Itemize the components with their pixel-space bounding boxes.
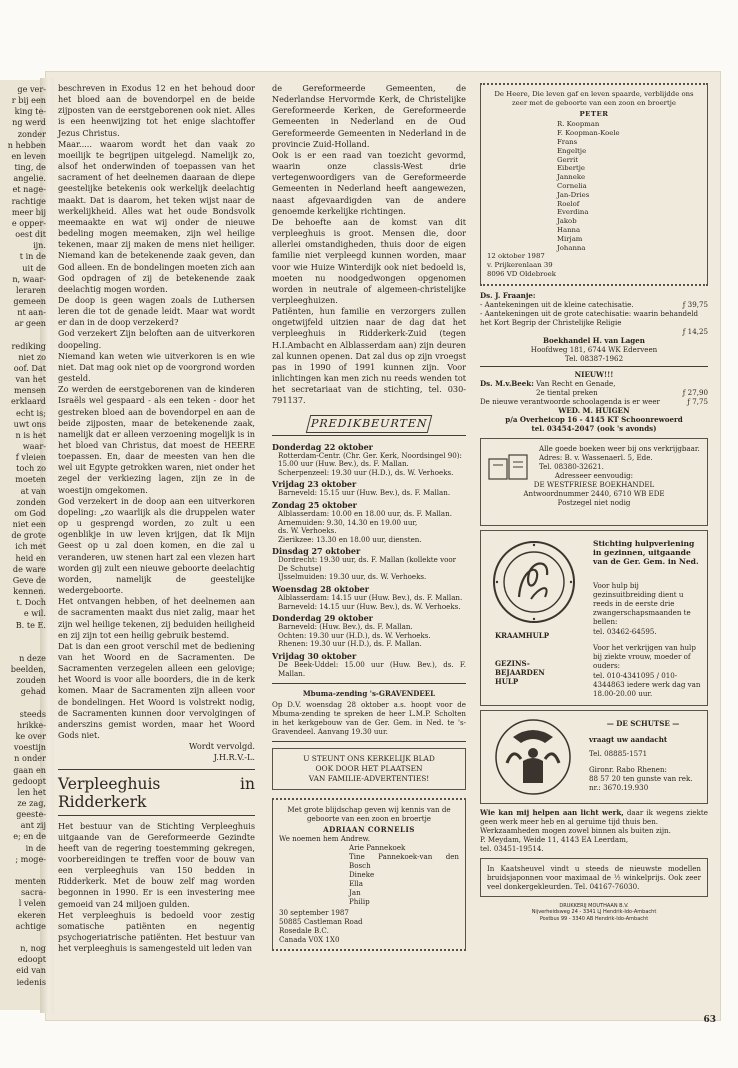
peter-family-member: Engeltje: [557, 146, 587, 155]
facing-page-line: hrikke-: [16, 719, 46, 730]
peter-family-member: Cornelia: [557, 181, 587, 190]
peter-family-member: Roelof: [557, 199, 580, 208]
facing-page-line: e opper-: [11, 217, 46, 228]
schutse-rek: 88 57 20 ten gunste van rek. nr.: 3670.19.930: [589, 773, 693, 792]
facing-page-line: achtige: [15, 920, 46, 931]
schutse-logo-icon: [493, 717, 573, 797]
predikbeurt-entry: [272, 500, 466, 544]
adriaan-noemen: We noemen hem Andrew.: [279, 834, 371, 844]
facing-page-line: moeten: [15, 474, 46, 485]
facing-page-line: leraren: [15, 284, 46, 295]
hulp-title: Stichting hulpverlening in gezinnen, uitgaande van de Ger. Gem. in Ned.: [593, 538, 699, 566]
predikbeurten-title: PREDIKBEURTEN: [306, 415, 432, 433]
facing-page-line: t. Doch: [16, 597, 46, 608]
adriaan-family: [279, 843, 459, 906]
page-number: 63: [703, 1015, 716, 1025]
westfriese-ad: [480, 438, 708, 526]
predikbeurt-day: Dinsdag 27 oktober: [272, 546, 361, 557]
fraanje-price: ƒ 14,25: [682, 326, 708, 336]
predikbeurt-entry: [272, 479, 466, 498]
predikbeurt-line: ds. W. Verhoeks.: [278, 526, 337, 536]
facing-page-line: len het: [17, 786, 46, 797]
adriaan-family-member: Philip: [349, 897, 370, 907]
facing-page-line: uit de: [22, 262, 46, 273]
hulp-label: HULP: [495, 676, 519, 686]
facing-page-line: ekeren: [17, 909, 46, 920]
steun-line: VAN FAMILIE-ADVERTENTIES!: [308, 774, 430, 784]
agenda-text: De nieuwe verantwoorde schoolagenda is er weer: [480, 396, 660, 406]
facing-page-line: ich met: [15, 541, 46, 552]
adriaan-address-line: Canada V0X 1X0: [279, 935, 340, 945]
beek-title: Van Recht en Genade,: [536, 378, 616, 388]
section-rule: [58, 815, 255, 816]
steun-line: OOK DOOR HET PLAATSEN: [315, 764, 423, 774]
doop-paragraph: Zo werden de eerstgeborenen van de kinderen Israëls wel gespaard - als een teken - door het gestreken bloed aan de bovendorpel en aan de beide zijposten, maar de betekenende zaak, namelijk dat er alleen verzoening mogelijk is in het bloed van Christus, dat moest de HEERE toepassen. En, daar de meesten van hen die wel uit Egypte getrokken waren, niet onder het zegel der verkiezing lagen, zijn ze in de woestijn omgekomen.: [58, 384, 255, 495]
facing-page-line: voestijn: [13, 742, 46, 753]
predikbeurt-line: De Beek-Uddel: 15.00 uur (Huw. Bev.), ds. F. Mallan.: [278, 660, 466, 678]
peter-birth-ad: [480, 83, 708, 286]
westfriese-antwoord: Antwoordnummer 2440, 6710 WB EDE: [523, 488, 665, 498]
facing-page-line: rediking: [11, 340, 46, 351]
steun-box: [272, 748, 466, 790]
peter-family-member: Mirjam: [557, 234, 583, 243]
peter-family-member: Jan-Dries: [557, 190, 590, 199]
peter-family-member: Janneke: [557, 173, 586, 182]
peter-family-member: R. Koopman: [557, 120, 600, 129]
facing-page-line: geeste-: [16, 809, 46, 820]
doop-paragraph: God verzekert Zijn beloften aan de uitverkoren doopeling.: [58, 328, 255, 350]
facing-page-line: mensen: [14, 385, 46, 396]
agenda-price: ƒ 7,75: [687, 396, 708, 406]
adriaan-birth-ad: [272, 798, 466, 951]
facing-page-line: t in de: [19, 251, 46, 262]
facing-page-line: niet een: [12, 519, 46, 530]
facing-page-line: f vleien: [15, 452, 46, 463]
facing-page-line: menten: [14, 876, 46, 887]
facing-page-line: heid en: [15, 552, 46, 563]
predikbeurt-line: Dordrecht: 19.30 uur, ds. F. Mallan (kollekte voor: [278, 555, 457, 565]
facing-page-line: r bij een: [11, 95, 46, 106]
lagen-name: Boekhandel H. van Lagen: [543, 335, 645, 345]
predikbeurt-line: IJsselmuiden: 19.30 uur, ds. W. Verhoeks.: [278, 572, 427, 582]
adriaan-family-member: Tine Pannekoek-van den Bosch: [349, 852, 459, 871]
facing-page-line: [0, 642, 46, 653]
facing-page-line: [0, 631, 46, 642]
beek-name: Ds. M.v.Beek:: [480, 378, 534, 388]
peter-family-member: Gerrit: [557, 155, 579, 164]
facing-page-line: [0, 698, 46, 709]
predikbeurt-line: Barneveld: 15.15 uur (Huw. Bev.), ds. F. Mallan.: [278, 488, 451, 498]
facing-page-line: waar-: [22, 441, 46, 451]
facing-page-line: steeds: [19, 708, 46, 719]
printer-line: DRUKKERIJ MOUTHAAN B.V.: [559, 902, 629, 909]
licht-headline: Wie kan mij helpen aan licht werk,: [480, 807, 624, 817]
adriaan-intro: Met grote blijdschap geven wij kennis van de geboorte van een zoon en broertje: [287, 805, 451, 824]
ridderkerk-paragraph: De behoefte aan de komst van dit verpleeghuis is groot. Mensen die, door allerlei omstandigheden, thuis door de eigen familie niet verpleegd kunnen worden, maar voor wie Huize Winterdijk ook niet bedoeld is, moeten nu noodgedwongen opgenomen worden in neutrale of algemeen-christelijke verpleeghuizen.: [272, 216, 466, 305]
facing-page-line: beelden,: [10, 664, 46, 675]
kaatsheuvel-ad: [480, 858, 708, 897]
facing-page-line: de ware: [12, 563, 46, 574]
column-c: [480, 83, 708, 922]
facing-page-line: ze zag,: [17, 798, 46, 808]
fraanje-ad: [480, 291, 708, 363]
adriaan-family-member: Jan: [349, 888, 361, 898]
facing-page-line: l velen: [18, 898, 46, 909]
peter-family-member: Eibertje: [557, 164, 585, 173]
facing-page-line: eid van: [16, 965, 46, 976]
peter-family-member: Everdina: [557, 208, 589, 217]
fraanje-price: ƒ 39,75: [682, 299, 708, 309]
facing-page-line: king te-: [14, 106, 46, 117]
facing-page-line: niet zo: [18, 351, 46, 362]
facing-page-line: gemeen: [13, 295, 46, 306]
predikbeurt-line: Scherpenzeel: 19.30 uur (H.D.), ds. W. Verhoeks.: [278, 467, 454, 477]
licht-address: P. Meydam, Weide 11, 4143 EA Leerdam,: [480, 834, 629, 844]
predikbeurt-line: Rotterdam-Centr. (Chr. Ger. Kerk, Noordsingel 90):: [278, 450, 462, 460]
column-b: [272, 83, 466, 951]
gezins-label: GEZINS-: [495, 658, 530, 668]
peter-address: [487, 252, 701, 278]
facing-page-line: erklaard: [11, 396, 46, 407]
ridderkerk-title: Verpleeghuis in Ridderkerk: [58, 774, 255, 811]
mbuma-text: Op D.V. woensdag 28 oktober a.s. hoopt voor de Mbuma-zending te spreken de heer L.M.P. Scholten in het kerkgebouw van de Ger. Gem. in Ned. te 's-Gravendeel. Aanvang 19.30 uur.: [272, 700, 466, 737]
ridderkerk-paragraph: Patiënten, hun familie en verzorgers zullen ongetwijfeld uitzien naar de dag dat het verpleeghuis in Ridderkerk-Zuid (tegen H.I.Ambacht en Alblasserdam aan) zijn deuren zal kunnen openen. Dat zal dus op zijn vroegst pas in 1990 of 1991 kunnen zijn. Voor inlichtingen kan men zich nu reeds wenden tot het secretariaat van de stichting, tel. 030-791137.: [272, 306, 466, 406]
facing-page-line: in de: [25, 842, 46, 853]
predikbeurt-day: Vrijdag 23 oktober: [272, 479, 357, 490]
bejaarden-label: BEJAARDEN: [495, 667, 545, 677]
adriaan-address-line: 50885 Castleman Road: [279, 917, 363, 927]
predikbeurt-day: Donderdag 29 oktober: [272, 613, 373, 624]
facing-page-line: meer bij: [11, 206, 46, 217]
facing-page-line: gedoopt: [12, 775, 46, 786]
peter-address-line: 12 oktober 1987: [487, 252, 545, 261]
facing-page-line: ar geen: [14, 318, 46, 329]
book-icon: [487, 445, 531, 481]
facing-page-line: ge ver-: [17, 84, 46, 94]
facing-page-line: n, nog: [20, 943, 46, 954]
facing-page-line: n, waar-: [12, 273, 46, 284]
gezins-tel: tel. 010-4341095 / 010-4344863 iedere werk dag van 18.00-20.00 uur.: [593, 670, 701, 698]
kaatsheuvel-text: In Kaatsheuvel vindt u steeds de nieuwste modellen bruidsjaponnen voor maximaal de ½ winkelprijs. Ook zeer veel donkergekleurden. Tel. 04167-76030.: [487, 863, 701, 891]
kraam-text: Voor hulp bij gezinsuitbreiding dient u reeds in de eerste drie zwangerschapsmaanden te bellen:: [593, 580, 691, 626]
facing-page-line: oest dit: [15, 229, 46, 240]
facing-page-line: ijn.: [33, 240, 46, 251]
ridderkerk-paragraph: de Gereformeerde Gemeenten, de Nederlandse Hervormde Kerk, de Christelijke Gereformeerde Kerken, de Gereformeerde Gemeenten in Nederland en de Oud Gereformeerde Gemeenten in Nederland in de provincie Zuid-Holland.: [272, 83, 466, 149]
facing-page-line: rachtige: [11, 195, 46, 206]
peter-intro: De Heere, Die leven gaf en leven spaarde, verblijdde ons zeer met de geboorte van een zoon en broertje: [494, 90, 694, 107]
predikbeurt-entry: [272, 613, 466, 649]
schutse-ad: [480, 710, 708, 804]
facing-page-line: de grote: [11, 530, 46, 541]
licht-text: daar ik wegens ziekte geen werk meer heb en al geruime tijd thuis ben.: [480, 807, 708, 826]
peter-family-member: Jakob: [557, 217, 577, 226]
predikbeurt-line: 15.00 uur (Huw. Bev.), ds. F. Mallan.: [278, 459, 409, 469]
westfriese-name: DE WESTFRIESE BOEKHANDEL: [533, 479, 655, 489]
westfriese-postzegel: Postzegel niet nodig: [557, 497, 631, 507]
facing-page-line: ting, de: [14, 162, 46, 173]
facing-page-column: [0, 84, 46, 988]
predikbeurt-entry: [272, 651, 466, 678]
facing-page-line: uwt ons: [13, 418, 46, 429]
facing-page-line: zonder: [17, 128, 46, 139]
facing-page-line: zouden: [16, 675, 46, 686]
hulpverlening-ad: [480, 530, 708, 706]
facing-page-line: edoopt: [17, 954, 46, 965]
peter-address-line: 8096 VD Oldebroek: [487, 269, 556, 278]
facing-page-line: [0, 329, 46, 340]
article-doop-body: [58, 83, 255, 764]
peter-family: [487, 120, 701, 252]
predikbeurten-list: [272, 442, 466, 679]
predikbeurt-entry: [272, 442, 466, 478]
adriaan-family-member: Dineke: [349, 870, 375, 880]
kraamhulp-label: KRAAMHULP: [495, 630, 550, 640]
predikbeurt-day: Woensdag 28 oktober: [272, 584, 369, 595]
facing-page-line: om God: [14, 507, 46, 518]
mbuma-title: Mbuma-zending 's-GRAVENDEEL: [302, 689, 436, 699]
predikbeurt-day: Vrijdag 30 oktober: [272, 651, 357, 662]
peter-family-member: Hanna: [557, 225, 581, 234]
doop-paragraph: Dat is dan een groot verschil met de bediening van het Woord en de Sacramenten. De Sacramenten verzegelen alleen een gelovige; het Woord is voor alle boorders, die in de kerk komen. Maar de Sacramenten zijn alleen voor de bondelingen. Het Woord is volstrekt nodig, de Sacramenten kunnen door vervolgingen of anderszins gemist worden, maar het Woord Gods niet.: [58, 640, 255, 741]
schutse-subtitle: vraagt uw aandacht: [589, 734, 668, 744]
facing-page-line: van het: [15, 374, 46, 385]
predikbeurt-day: Donderdag 22 oktober: [272, 441, 373, 452]
facing-page-line: zonden: [16, 496, 46, 507]
facing-page-line: ant zij: [20, 820, 46, 831]
facing-page-line: [0, 932, 46, 943]
doop-paragraph: God verzekert in de doop aan een uitverkoren dopeling: „zo waarlijk als die druppelen water op u gesprengd worden, zo zult u een ogenblikje in uw leven krijgen, dat Ik Mijn Geest op u zal doen komen, en die zal u veranderen, uw stenen hart zal een vlezen hart worden gij zult een nieuwe geboorte deelachtig worden, namelijk de geestelijke wedergeboorte.: [58, 495, 255, 596]
predikbeurt-line: Barneveld: (Huw. Bev.), ds. F. Mallan.: [278, 622, 413, 632]
facing-page-line: en leven: [11, 150, 46, 161]
schutse-giro: Gironr. Rabo Rhenen:: [589, 764, 667, 774]
beek-price: ƒ 27,90: [682, 387, 708, 397]
facing-page-line: ; moge-: [15, 853, 46, 864]
huigen-name: WED. M. HUIGEN: [558, 405, 630, 415]
facing-page-line: gaan en: [13, 764, 46, 775]
huigen-ad: [480, 370, 708, 433]
hulpverlening-logo-icon: [491, 539, 577, 625]
peter-address-line: v. Prijkerenlaan 39: [487, 261, 553, 270]
facing-page-line: n deze: [19, 652, 46, 663]
peter-family-member: F. Koopman-Koele: [557, 129, 620, 138]
printer-line: Postbus 99 - 3340 AB Hendrik-Ido-Ambacht: [539, 915, 649, 922]
predikbeurt-line: Alblasserdam: 14.15 uur (Huw. Bev.), ds. F. Mallan.: [278, 593, 463, 603]
printer-imprint: [480, 903, 708, 922]
adriaan-address-line: Rosedale B.C.: [279, 926, 329, 936]
westfriese-address: Adres: B. v. Wassenaerl. 5, Ede.: [539, 452, 653, 462]
fraanje-item: - Aantekeningen uit de grote catechisatie: waarin behandeld het Kort Begrip der Christelijke Religie: [480, 308, 699, 327]
doop-continued: Wordt vervolgd.: [189, 741, 255, 752]
huigen-address: p/a Overheicop 16 - 4145 KT Schoonrewoerd: [505, 414, 683, 424]
facing-page-line: gehad: [20, 686, 46, 697]
predikbeurt-line: Arnemuiden: 9.30, 14.30 en 19.00 uur,: [278, 517, 418, 527]
kraam-tel: tel. 03462-64595.: [593, 626, 657, 636]
facing-page-line: ng werd: [12, 117, 46, 128]
facing-page-line: e; en de: [13, 831, 46, 842]
facing-page-line: ke over: [15, 731, 46, 742]
section-rule: [272, 741, 466, 742]
predikbeurt-line: Alblasserdam: 10.00 en 18.00 uur, ds. F. Mallan.: [278, 508, 452, 518]
predikbeurt-line: Barneveld: 14.15 uur (Huw. Bev.), ds. W. Verhoeks.: [278, 601, 461, 611]
facing-page-line: B. te E.: [15, 619, 46, 630]
facing-page-line: et nage-: [12, 184, 46, 195]
facing-page-line: iedenis: [16, 976, 46, 987]
facing-page-line: at van: [20, 485, 46, 496]
schutse-title: — DE SCHUTSE —: [606, 718, 680, 728]
section-rule: [480, 366, 708, 367]
facing-page-line: echt is;: [16, 407, 46, 418]
facing-page-line: angelie.: [13, 173, 46, 184]
section-rule: [58, 769, 255, 770]
gezins-text: Voor het verkrijgen van hulp bij ziekte vrouw, moeder of ouders:: [593, 642, 696, 670]
steun-line: U STEUNT ONS KERKELIJK BLAD: [303, 754, 435, 764]
lagen-tel: Tel. 08387-1962: [564, 353, 624, 363]
predikbeurt-entry: [272, 546, 466, 582]
ridderkerk-paragraph: Het bestuur van de Stichting Verpleeghuis uitgaande van de Gereformeerde Gezindte heeft van de regering toestemming gekregen, voorbereidingen te treffen voor de bouw van een verpleeghuis van 150 bedden in Ridderkerk. Met de bouw zelf mag worden begonnen in 1990. Er is een investering mee gemoeid van 24 miljoen gulden.: [58, 820, 255, 909]
predikbeurt-line: Rhenen: 19.30 uur (H.D.), ds. F. Mallan.: [278, 639, 422, 649]
doop-paragraph: Niemand kan weten wie uitverkoren is en wie niet. Dat mag ook niet op de voorgrond worden gesteld.: [58, 350, 255, 384]
westfriese-tel: Tel. 08380-32621.: [539, 461, 604, 471]
facing-page-line: e wil.: [23, 608, 46, 619]
adriaan-family-member: Arie Pannekoek: [349, 843, 406, 853]
doop-author: J.H.R.V.-L.: [213, 752, 255, 763]
printer-line: Nijverheidsweg 24 - 3341 LJ Hendrik-Ido-Ambacht: [531, 909, 657, 916]
facing-page-line: toch zo: [16, 463, 46, 474]
fraanje-name: Ds. J. Fraanje:: [480, 290, 536, 300]
lagen-address: Hoofdweg 181, 6744 WK Ederveen: [530, 344, 658, 354]
facing-page-line: Geve de: [12, 574, 46, 585]
predikbeurt-line: Ochten: 19.30 uur (H.D.), ds. W. Verhoeks.: [278, 630, 431, 640]
licht-werk-ad: [480, 808, 708, 853]
doop-paragraph: De doop is geen wagen zoals de Luthersen leren die tot de genade leidt. Maar wat wordt er dan in de doop verzekerd?: [58, 294, 255, 328]
facing-page-line: n hebben: [7, 139, 46, 150]
facing-page-line: nt aan-: [17, 307, 46, 318]
facing-page-line: n onder: [14, 753, 46, 764]
predikbeurt-line: Zierikzee: 13.30 en 18.00 uur, diensten.: [278, 534, 422, 544]
column-a: [58, 83, 255, 954]
predikbeurt-day: Zondag 25 oktober: [272, 499, 357, 510]
doop-paragraph: beschreven in Exodus 12 en het behoud door het bloed aan de bovendorpel en de beide zijposten van de eerstgeborenen ook niet. Alles is een heenwijzing tot het enige slachtoffer Jezus Christus.: [58, 83, 255, 138]
westfriese-text: Alle goede boeken weer bij ons verkrijgbaar.: [539, 443, 700, 453]
adriaan-name: ADRIAAN CORNELIS: [323, 825, 415, 835]
beek-subtitle: 2e tiental preken: [536, 387, 598, 397]
huigen-tel: tel. 03454-2047 (ook 's avonds): [531, 423, 657, 433]
predikbeurten-banner: [272, 413, 466, 436]
licht-tel: tel. 03451-19514.: [480, 843, 544, 853]
doop-paragraph: Maar..... waarom wordt het dan vaak zo moeilijk te begrijpen uitgelegd. Namelijk zo, alsof het onderwinden of toepassen van het sacrament of het deelnemen daaraan de diepe geestelijke betekenis ook werkelijk deelachtig maakt. Dat is daarom, het teken wijst naar de werkelijkheid. Alles wat het oude Bondsvolk meemaakte en wat wij onder de nieuwe bedeling mogen meemaken, zijn wel heilige tekenen, maar zij maken de mens niet heiliger. Niemand kan de betekenende zaak geven, dan God alleen. En de bondelingen moeten zich aan God opdragen of zij de betekenende zaak deelachtig mogen worden.: [58, 138, 255, 294]
facing-page-line: n is het: [15, 429, 46, 440]
peter-family-member: Frans: [557, 137, 578, 146]
ridderkerk-paragraph: Ook is er een raad van toezicht gevormd, waarin onze classis-West drie vertegenwoordigers van de Gereformeerde Gemeenten in Nederland heeft aangewezen, naast afgevaardigden van de andere genoemde kerkelijke richtingen.: [272, 149, 466, 216]
facing-page-line: oof. Dat: [13, 362, 46, 373]
facing-page-line: kennen.: [13, 586, 46, 597]
ridderkerk-paragraph: Het verpleeghuis is bedoeld voor zestig somatische patiënten en negentig psychogeriatrische patiënten. Het bestuur van het verpleeghuis is samengesteld uit leden van: [58, 909, 255, 954]
adriaan-family-member: Ella: [349, 879, 363, 889]
predikbeurt-line: De Schutse): [278, 563, 322, 573]
facing-page-line: sacra-: [20, 887, 46, 898]
doop-paragraph: Het ontvangen hebben, of het deelnemen aan de sacramenten maakt dus niet zalig, maar het zijn wel heilige tekenen, zij beduiden heiligheid en zij zijn tot een heilig gebruik bestemd.: [58, 596, 255, 640]
adriaan-address: [279, 908, 459, 944]
nieuw-label: NIEUW!!!: [574, 369, 614, 379]
section-rule: [272, 683, 466, 684]
westfriese-adresseer: Adresseer eenvoudig:: [554, 470, 634, 480]
fraanje-item: - Aantekeningen uit de kleine catechisatie.: [480, 299, 634, 309]
adriaan-address-line: 30 september 1987: [279, 908, 349, 918]
licht-text-2: Werkzaamheden mogen zowel binnen als buiten zijn.: [480, 825, 671, 835]
schutse-tel: Tel. 08885-1571: [589, 748, 648, 758]
peter-name: PETER: [579, 109, 609, 118]
peter-family-member: Johanna: [557, 243, 586, 252]
facing-page-line: [0, 865, 46, 876]
predikbeurt-entry: [272, 584, 466, 611]
